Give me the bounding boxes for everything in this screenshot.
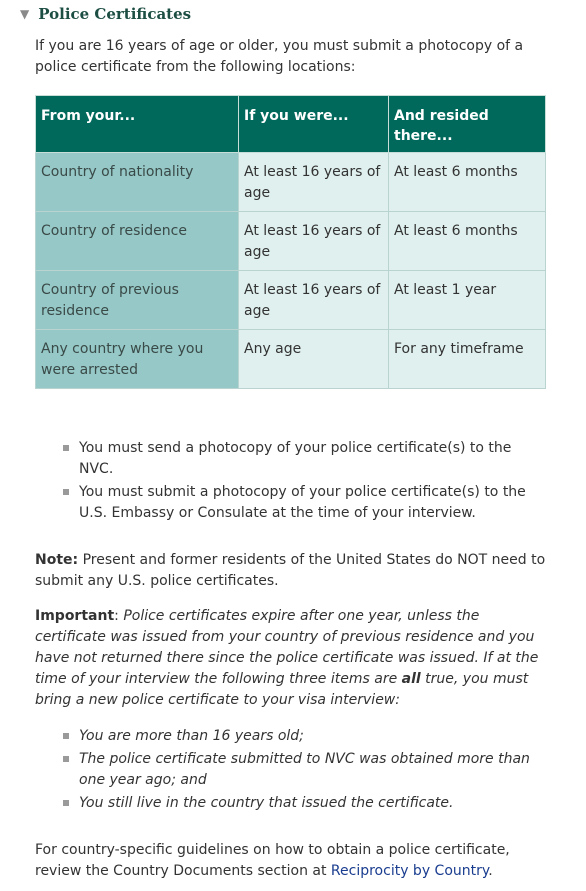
square-bullet-icon (63, 756, 69, 762)
list-item-text: You must submit a photocopy of your police certificate(s) to the U.S. Embassy or Consulate at the time of your interview. (79, 484, 526, 521)
requirements-list (62, 438, 542, 526)
police-certificate-table (35, 95, 546, 389)
collapse-caret-icon[interactable]: ▼ (20, 7, 30, 21)
footer-end: . (488, 863, 493, 879)
table-cell: Country of nationality (36, 153, 239, 212)
table-cell: Country of previous residence (36, 271, 239, 330)
note-text: Present and former residents of the United States do NOT need to submit any U.S. police certificates. (35, 552, 546, 589)
important-text: Police certificates expire after one year, unless the certificate was issued from your country of previous residence and you have not returned there since the police certificate was issued. If at the time of your interview the following three items are (35, 608, 539, 687)
table-row (36, 330, 546, 389)
list-item (62, 749, 542, 791)
list-item-text: You must send a photocopy of your police certificate(s) to the NVC. (79, 440, 512, 477)
table-cell: Country of residence (36, 212, 239, 271)
square-bullet-icon (63, 800, 69, 806)
square-bullet-icon (63, 445, 69, 451)
table-cell: At least 6 months (389, 153, 546, 212)
section-header-toggle[interactable] (20, 4, 191, 24)
column-header-resided: And resided there... (389, 96, 546, 153)
table-header-row (36, 96, 546, 153)
conditions-list (62, 726, 542, 816)
table-cell: At least 16 years of age (239, 212, 389, 271)
table-cell: At least 1 year (389, 271, 546, 330)
list-item-text: The police certificate submitted to NVC was obtained more than one year ago; and (79, 751, 530, 788)
intro-paragraph: If you are 16 years of age or older, you must submit a photocopy of a police certificate from the following locations: (35, 38, 524, 75)
table-row (36, 212, 546, 271)
column-header-from: From your... (36, 96, 239, 153)
list-item-text: You are more than 16 years old; (79, 728, 304, 744)
table-row (36, 271, 546, 330)
important-label: Important (35, 608, 115, 624)
table-cell: At least 16 years of age (239, 271, 389, 330)
list-item (62, 438, 542, 480)
column-header-if-you-were: If you were... (239, 96, 389, 153)
reciprocity-by-country-link[interactable]: Reciprocity by Country (330, 863, 489, 879)
note-paragraph (35, 550, 550, 592)
table-cell: At least 6 months (389, 212, 546, 271)
footer-paragraph (35, 840, 550, 882)
note-label: Note: (35, 552, 79, 568)
list-item (62, 793, 542, 814)
table-cell: Any country where you were arrested (36, 330, 239, 389)
important-colon: : (114, 608, 124, 624)
square-bullet-icon (63, 489, 69, 495)
important-paragraph (35, 606, 550, 711)
table-row (36, 153, 546, 212)
footer-text: For country-specific guidelines on how to obtain a police certificate, review the Country Documents section at (35, 842, 510, 879)
table-cell: For any timeframe (389, 330, 546, 389)
list-item (62, 482, 542, 524)
section-title: Police Certificates (38, 5, 192, 23)
table-cell: At least 16 years of age (239, 153, 389, 212)
square-bullet-icon (63, 733, 69, 739)
important-emphasis: all (401, 671, 421, 687)
list-item-text: You still live in the country that issued the certificate. (79, 795, 454, 811)
important-text-end: true, you must bring a new police certificate to your visa interview: (35, 671, 529, 708)
list-item (62, 726, 542, 747)
table-cell: Any age (239, 330, 389, 389)
